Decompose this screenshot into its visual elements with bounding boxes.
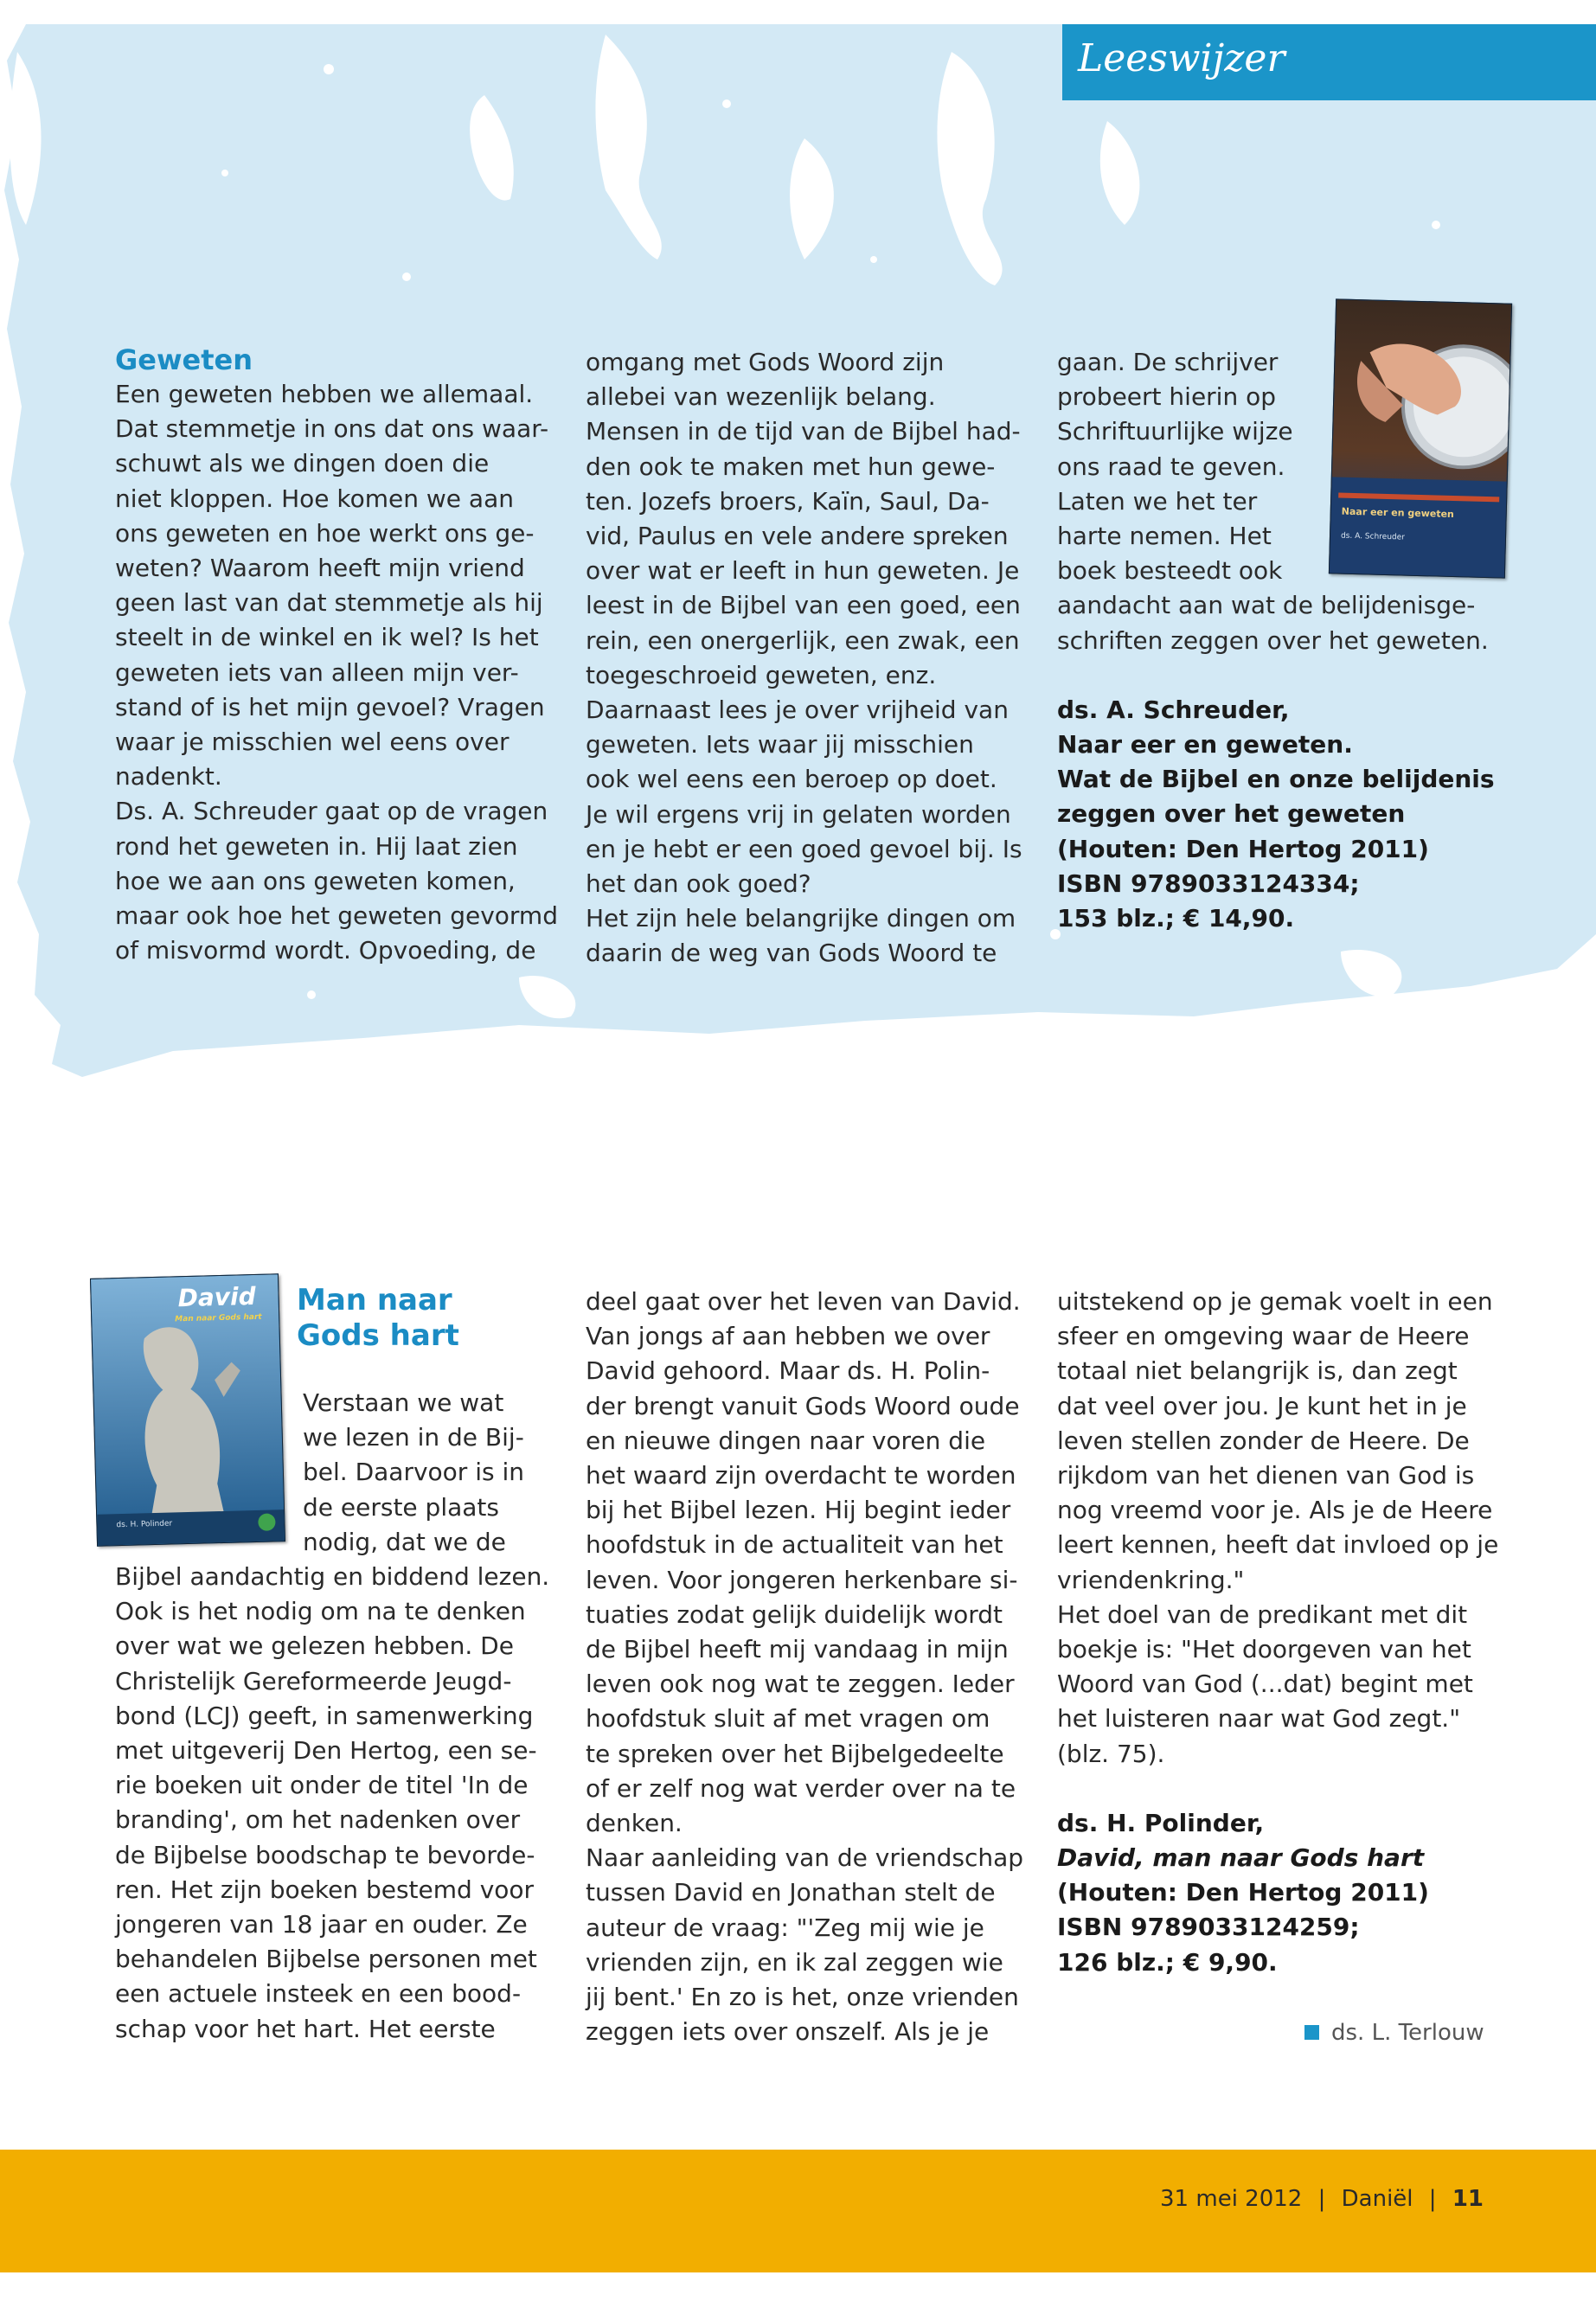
text-line: dat veel over jou. Je kunt het in je xyxy=(1057,1391,1467,1420)
text-line: schap voor het hart. Het eerste xyxy=(115,2014,496,2043)
article1-column2 xyxy=(586,345,1035,971)
text-line: vriendenkring." xyxy=(1057,1565,1245,1594)
text-line: Woord van God (...dat) begint met xyxy=(1057,1670,1473,1699)
biblio-author: ds. A. Schreuder, xyxy=(1057,695,1290,724)
text-line: niet kloppen. Hoe komen we aan xyxy=(115,484,514,513)
text-line: rijkdom van het dienen van God is xyxy=(1057,1461,1475,1490)
text-line: daarin de weg van Gods Woord te xyxy=(586,939,997,968)
book-cover-naar-eer-en-geweten xyxy=(1329,298,1512,578)
book-cover-david xyxy=(90,1273,285,1547)
article1-column1 xyxy=(115,343,565,968)
text-line: rie boeken uit onder de titel 'In de xyxy=(115,1771,529,1800)
text-line: gaan. De schrijver xyxy=(1057,348,1279,376)
text-line: Verstaan we wat xyxy=(303,1388,504,1417)
text-line: de Bijbel heeft mij vandaag in mijn xyxy=(586,1635,1009,1664)
text-line: Laten we het ter xyxy=(1057,486,1258,516)
text-line: Daarnaast lees je over vrijheid van xyxy=(586,695,1009,725)
text-line: de Bijbelse boodschap te bevorde- xyxy=(115,1840,535,1869)
text-line: vid, Paulus en vele andere spreken xyxy=(586,522,1009,551)
text-line: bel. Daarvoor is in xyxy=(303,1458,525,1487)
text-line: behandelen Bijbelse personen met xyxy=(115,1945,537,1974)
book1-author: ds. A. Schreuder xyxy=(1340,531,1406,542)
text-line: leven ook nog wat te zeggen. Ieder xyxy=(586,1670,1015,1699)
text-line: der brengt vanuit Gods Woord oude xyxy=(586,1391,1020,1420)
text-line: David gehoord. Maar ds. H. Polin- xyxy=(586,1356,990,1386)
article1-heading: Geweten xyxy=(115,343,253,376)
footer-date: 31 mei 2012 xyxy=(1160,2186,1303,2212)
article2-heading-block xyxy=(297,1283,556,1354)
text-line: jij bent.' En zo is het, onze vrienden xyxy=(586,1983,1019,2012)
article2-column1 xyxy=(115,1560,565,2047)
text-line: Je wil ergens vrij in gelaten worden xyxy=(586,799,1011,829)
text-line: bond (LCJ) geeft, in samenwerking xyxy=(115,1701,534,1730)
text-line: waar je misschien wel eens over xyxy=(115,727,510,757)
text-line: schriften zeggen over het geweten. xyxy=(1057,625,1489,655)
text-line: geen last van dat stemmetje als hij xyxy=(115,588,543,618)
biblio-isbn: ISBN 9789033124259; xyxy=(1057,1913,1360,1942)
text-line: deel gaat over het leven van David. xyxy=(586,1287,1021,1316)
text-line: Naar aanleiding van de vriendschap xyxy=(586,1843,1024,1873)
text-line: we lezen in de Bij- xyxy=(303,1423,524,1452)
text-line: Van jongs af aan hebben we over xyxy=(586,1322,990,1351)
text-line: met uitgeverij Den Hertog, een se- xyxy=(115,1736,537,1766)
text-line: harte nemen. Het xyxy=(1057,522,1272,551)
biblio-price: 126 blz.; € 9,90. xyxy=(1057,1947,1278,1977)
text-line: ons raad te geven. xyxy=(1057,452,1285,481)
text-line: of misvormd wordt. Opvoeding, de xyxy=(115,936,536,965)
text-line: en nieuwe dingen naar voren die xyxy=(586,1426,986,1455)
article2-column3 xyxy=(1057,1285,1542,1980)
text-line: Ds. A. Schreuder gaat op de vragen xyxy=(115,797,548,826)
text-line: den ook te maken met hun gewe- xyxy=(586,452,996,481)
text-line: hoe we aan ons geweten komen, xyxy=(115,866,516,895)
text-line: (blz. 75). xyxy=(1057,1739,1165,1768)
text-line: vrienden zijn, en ik zal zeggen wie xyxy=(586,1947,1003,1977)
text-line: schuwt als we dingen doen die xyxy=(115,449,490,478)
text-line: ren. Het zijn boeken bestemd voor xyxy=(115,1875,535,1904)
text-line: ten. Jozefs broers, Kaïn, Saul, Da- xyxy=(586,486,990,516)
text-line: probeert hierin op xyxy=(1057,382,1277,412)
text-line: weten? Waarom heeft mijn vriend xyxy=(115,554,525,583)
text-line: leert kennen, heeft dat invloed op je xyxy=(1057,1530,1499,1560)
text-line: bij het Bijbel lezen. Hij begint ieder xyxy=(586,1496,1011,1525)
text-line: maar ook hoe het geweten gevormd xyxy=(115,901,558,931)
biblio-title: David, man naar Gods hart xyxy=(1057,1843,1425,1873)
text-line: totaal niet belangrijk is, dan zegt xyxy=(1057,1356,1458,1386)
text-line: hoofdstuk in de actualiteit van het xyxy=(586,1530,1003,1560)
page-number: 11 xyxy=(1452,2186,1484,2212)
text-line: een actuele insteek en een bood- xyxy=(115,1979,522,2009)
text-line: geweten. Iets waar jij misschien xyxy=(586,730,974,760)
signature-text: ds. L. Terlouw xyxy=(1331,2020,1484,2046)
text-line: leven stellen zonder de Heere. De xyxy=(1057,1426,1470,1455)
biblio-price: 153 blz.; € 14,90. xyxy=(1057,904,1295,933)
text-line: over wat we gelezen hebben. De xyxy=(115,1631,514,1661)
text-line: denken. xyxy=(586,1809,683,1838)
text-line: tussen David en Jonathan stelt de xyxy=(586,1878,996,1907)
text-line: jongeren van 18 jaar en ouder. Ze xyxy=(115,1910,528,1939)
author-signature xyxy=(1304,2020,1484,2046)
text-line: toegeschroeid geweten, enz. xyxy=(586,660,937,689)
text-line: rein, een onergerlijk, een zwak, een xyxy=(586,625,1020,655)
text-line: boekje is: "Het doorgeven van het xyxy=(1057,1635,1471,1664)
biblio-publisher: (Houten: Den Hertog 2011) xyxy=(1057,1878,1429,1907)
text-line: het waard zijn overdacht te worden xyxy=(586,1461,1016,1490)
square-bullet-icon xyxy=(1304,2025,1319,2040)
text-line: branding', om het nadenken over xyxy=(115,1805,521,1835)
text-line: aandacht aan wat de belijdenisge- xyxy=(1057,591,1476,620)
biblio-publisher: (Houten: Den Hertog 2011) xyxy=(1057,834,1429,863)
text-line: Ook is het nodig om na te denken xyxy=(115,1597,526,1626)
text-line: zeggen iets over onszelf. Als je je xyxy=(586,2017,990,2047)
text-line: Christelijk Gereformeerde Jeugd- xyxy=(115,1666,512,1695)
footer-magazine: Daniël xyxy=(1341,2186,1413,2212)
text-line: Dat stemmetje in ons dat ons waar- xyxy=(115,414,549,444)
biblio-isbn: ISBN 9789033124334; xyxy=(1057,868,1360,898)
text-line: en je hebt er een goed gevoel bij. Is xyxy=(586,834,1022,863)
text-line: of er zelf nog wat verder over na te xyxy=(586,1773,1016,1803)
book2-subtitle: Man naar Gods hart xyxy=(175,1312,262,1324)
biblio-subtitle: Wat de Bijbel en onze belijdenis xyxy=(1057,765,1495,794)
biblio-author: ds. H. Polinder, xyxy=(1057,1808,1265,1837)
article2-column2 xyxy=(586,1285,1035,2049)
book2-title: David xyxy=(177,1281,257,1313)
biblio-subtitle: zeggen over het geweten xyxy=(1057,799,1406,829)
article2-heading-line1: Man naar xyxy=(297,1283,452,1317)
text-line: Het doel van de predikant met dit xyxy=(1057,1599,1468,1629)
text-line: nodig, dat we de xyxy=(303,1527,506,1556)
text-line: het luisteren naar wat God zegt." xyxy=(1057,1704,1461,1734)
text-line: rond het geweten in. Hij laat zien xyxy=(115,831,518,861)
text-line: sfeer en omgeving waar de Heere xyxy=(1057,1322,1470,1351)
biblio-title: Naar eer en geweten. xyxy=(1057,730,1353,760)
text-line: stand of is het mijn gevoel? Vragen xyxy=(115,692,545,721)
text-line: ook wel eens een beroep op doet. xyxy=(586,765,997,794)
text-line: over wat er leeft in hun geweten. Je xyxy=(586,556,1020,586)
text-line: Een geweten hebben we allemaal. xyxy=(115,380,534,408)
book2-author: ds. H. Polinder xyxy=(116,1519,173,1530)
text-line: ons geweten en hoe werkt ons ge- xyxy=(115,518,535,548)
text-line: allebei van wezenlijk belang. xyxy=(586,382,936,412)
text-line: geweten iets van alleen mijn ver- xyxy=(115,657,519,687)
text-line: het dan ook goed? xyxy=(586,869,811,899)
text-line: Bijbel aandachtig en biddend lezen. xyxy=(115,1562,550,1591)
text-line: de eerste plaats xyxy=(303,1492,499,1522)
text-line: steelt in de winkel en ik wel? Is het xyxy=(115,623,539,652)
text-line: nadenkt. xyxy=(115,762,222,792)
section-title: Leeswijzer xyxy=(1078,36,1285,80)
text-line: boek besteedt ook xyxy=(1057,556,1283,586)
text-line: omgang met Gods Woord zijn xyxy=(586,348,945,376)
article2-heading-line2: Gods hart xyxy=(297,1318,459,1353)
text-line: Het zijn hele belangrijke dingen om xyxy=(586,904,1016,933)
text-line: hoofdstuk sluit af met vragen om xyxy=(586,1704,990,1734)
text-line: auteur de vraag: "'Zeg mij wie je xyxy=(586,1913,984,1942)
footer-info: 31 mei 2012 | Daniël | 11 xyxy=(1160,2186,1484,2212)
section-tab xyxy=(1062,24,1596,100)
article2-wrap-text xyxy=(303,1386,562,1560)
text-line: leven. Voor jongeren herkenbare si- xyxy=(586,1565,1018,1594)
text-line: tuaties zodat gelijk duidelijk wordt xyxy=(586,1599,1003,1629)
book1-title: Naar eer en geweten xyxy=(1341,505,1455,521)
text-line: uitstekend op je gemak voelt in een xyxy=(1057,1287,1493,1316)
page-footer xyxy=(0,2150,1596,2272)
text-line: Schriftuurlijke wijze xyxy=(1057,417,1293,446)
text-line: te spreken over het Bijbelgedeelte xyxy=(586,1739,1004,1768)
text-line: Mensen in de tijd van de Bijbel had- xyxy=(586,417,1021,446)
text-line: nog vreemd voor je. Als je de Heere xyxy=(1057,1496,1493,1525)
text-line: leest in de Bijbel van een goed, een xyxy=(586,591,1021,620)
